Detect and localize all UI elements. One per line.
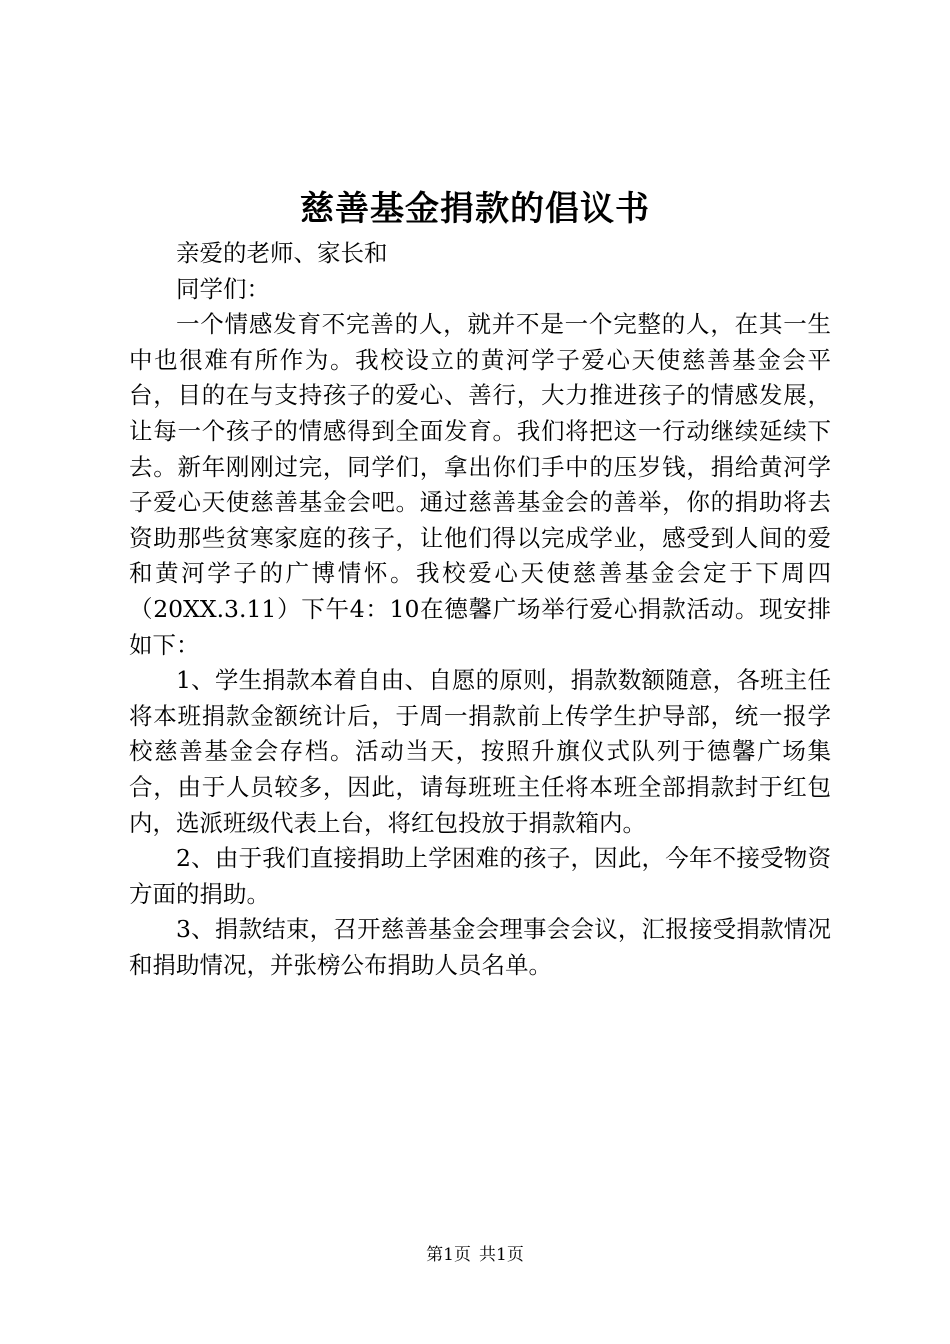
page-footer	[0, 1243, 950, 1267]
page-number: 第1页	[426, 1245, 471, 1265]
arrangement-item-3: 3、捐款结束，召开慈善基金会理事会会议，汇报接受捐款情况和捐助情况，并张榜公布捐助人员名单。	[129, 915, 831, 979]
page-total: 共1页	[479, 1245, 524, 1265]
greeting-line-1: 亲爱的老师、家长和	[176, 239, 388, 267]
page-title: 慈善基金捐款的倡议书	[300, 189, 650, 229]
arrangement-item-1: 1、学生捐款本着自由、自愿的原则，捐款数额随意，各班主任将本班捐款金额统计后，于周一捐款前上传学生护导部，统一报学校慈善基金会存档。活动当天，按照升旗仪式队列于德馨广场集合，由于人员较多，因此，请每班班主任将本班全部捐款封于红包内，选派班级代表上台，将红包投放于捐款箱内。	[129, 666, 831, 837]
greeting-line-2: 同学们：	[176, 274, 270, 303]
arrangement-item-2: 2、由于我们直接捐助上学困难的孩子，因此，今年不接受物资方面的捐助。	[129, 844, 831, 908]
intro-paragraph: 一个情感发育不完善的人，就并不是一个完整的人，在其一生中也很难有所作为。我校设立的黄河学子爱心天使慈善基金会平台，目的在与支持孩子的爱心、善行，大力推进孩子的情感发展，让每一个孩子的情感得到全面发育。我们将把这一行动继续延续下去。新年刚刚过完，同学们，拿出你们手中的压岁钱，捐给黄河学子爱心天使慈善基金会吧。通过慈善基金会的善举，你的捐助将去资助那些贫寒家庭的孩子，让他们得以完成学业，感受到人间的爱和黄河学子的广博情怀。我校爱心天使慈善基金会定于下周四（20XX.3.11）下午4：10在德馨广场举行爱心捐款活动。现安排如下：	[129, 310, 831, 659]
document-body	[129, 236, 831, 983]
